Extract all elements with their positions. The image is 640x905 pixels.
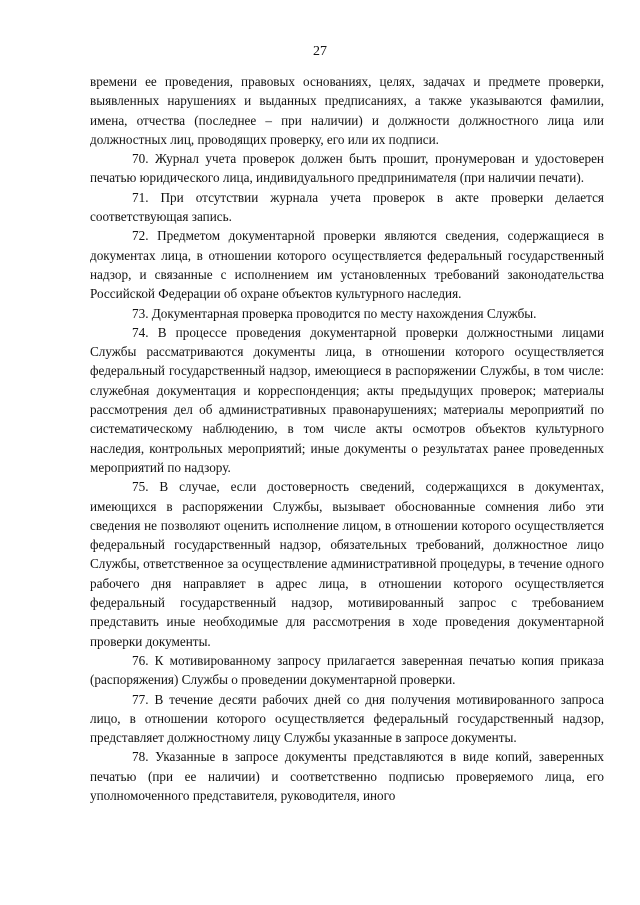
page-number: 27 (313, 44, 327, 59)
document-body (90, 72, 604, 805)
paragraph-70: 70. Журнал учета проверок должен быть прошит, пронумерован и удостоверен печатью юридического лица, индивидуального предпринимателя (при наличии печати). (90, 151, 604, 186)
paragraph-71: 71. При отсутствии журнала учета проверок в акте проверки делается соответствующая запись. (90, 189, 604, 225)
paragraph-77: 77. В течение десяти рабочих дней со дня получения мотивированного запроса лицо, в отношении которого осуществляется федеральный государственный надзор, представляет должностному лицу Службы указанные в запросе документы. (90, 691, 604, 746)
paragraph-73: 73. Документарная проверка проводится по месту нахождения Службы. (132, 305, 537, 321)
paragraph-75: 75. В случае, если достоверность сведений, содержащихся в документах, имеющихся в распоряжении Службы, вызывает обоснованные сомнения либо эти сведения не позволяют оценить исполнение лицом, в отношении которого осуществляется федеральный государственный надзор, обязательных требований, должностное лицо Службы, ответственное за осуществление административной процедуры, в течение одного рабочего дня направляет в адрес лица, в отношении которого осуществляется федеральный государственный надзор, мотивированный запрос с требованием представить иные необходимые для рассмотрения в ходе проведения документарной проверки документы. (90, 479, 604, 649)
paragraph-74: 74. В процессе проведения документарной проверки должностными лицами Службы рассматриваются документы лица, в отношении которого осуществляется федеральный государственный надзор, имеющиеся в распоряжении Службы, в том числе: служебная документация и корреспонденция; акты предыдущих проверок; материалы рассмотрения дел об административных правонарушениях; материалы мероприятий по систематическому наблюдению, в том числе акты осмотров объектов культурного наследия, контрольных мероприятий; иные документы о результатах ранее проведенных мероприятий по надзору. (90, 324, 604, 475)
paragraph-78: 78. Указанные в запросе документы представляются в виде копий, заверенных печатью (при ее наличии) и соответственно подписью проверяемого лица, его уполномоченного представителя, руководителя, иного (90, 749, 604, 803)
paragraph-72: 72. Предметом документарной проверки являются сведения, содержащиеся в документах лица, в отношении которого осуществляется федеральный государственный надзор, и связанные с исполнением им установленных требований законодательства Российской Федерации об охране объектов культурного наследия. (90, 228, 604, 302)
paragraph-76: 76. К мотивированному запросу прилагается заверенная печатью копия приказа (распоряжения) Службы о проведении документарной проверки. (90, 652, 604, 688)
paragraph-continuation: времени ее проведения, правовых основаниях, целях, задачах и предмете проверки, выявленных нарушениях и выданных предписаниях, а также указываются фамилии, имена, отчества (последнее – при наличии) и должности должностного лица или должностных лиц, проводящих проверку, его или их подписи. (90, 74, 604, 147)
